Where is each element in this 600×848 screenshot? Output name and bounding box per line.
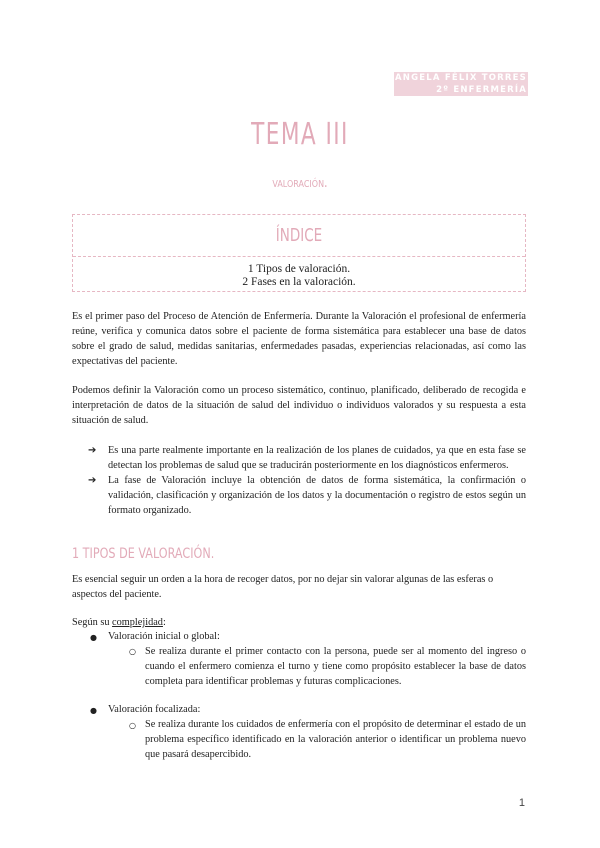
intro-paragraph: Es el primer paso del Proceso de Atención de Enfermería. Durante la Valoración el profesional de enfermería reúne, verifica y comunica datos sobre el paciente de forma sistemática para establecer una base de datos sobre el grado de salud, medidas sanitarias, enfermedades pasadas, experiencias relacionadas, así como las expectativas del paciente. — [72, 311, 526, 367]
author-course: 2º ENFERMERÍA — [394, 84, 528, 96]
index-box — [72, 214, 526, 292]
author-block — [394, 72, 528, 96]
section-intro: Es esencial seguir un orden a la hora de recoger datos, por no dejar sin valorar algunas de las esferas o aspectos del paciente. — [72, 574, 494, 600]
author-name: ANGELA FÉLIX TORRES — [395, 73, 527, 83]
page-title: TEMA III — [251, 117, 349, 152]
index-list — [73, 257, 525, 289]
bullet-icon: ● — [90, 633, 97, 642]
circle-bullet-icon: ○ — [129, 647, 136, 656]
type-name: Valoración inicial o global: — [108, 631, 220, 642]
type-name: Valoración focalizada: — [108, 704, 201, 715]
arrow-right-icon: ➔ — [88, 475, 97, 486]
circle-bullet-icon: ○ — [129, 721, 136, 730]
type-detail: Se realiza durante los cuidados de enfermería con el propósito de determinar el estado de un problema específico identificado en la valoración anterior o identificar un problema nuevo que pasará desapercibido. — [145, 719, 526, 760]
criterion-word: complejidad — [112, 617, 163, 628]
section-heading-tipos: 1 TIPOS DE VALORACIÓN. — [72, 546, 215, 562]
index-heading: ÍNDICE — [73, 215, 525, 257]
arrow-list — [88, 443, 526, 518]
page-number: 1 — [518, 797, 525, 809]
arrow-right-icon: ➔ — [88, 445, 97, 456]
index-item: 1 Tipos de valoración. — [247, 263, 351, 275]
list-item: ➔ Es una parte realmente importante en la realización de los planes de cuidados, ya que en esta fase se detectan los problemas de salud que se traducirán posteriormente en los diagnósticos enfermeros. — [88, 445, 526, 471]
criterion-line: Según su complejidad: — [72, 617, 166, 628]
page-subtitle: valoración. — [272, 175, 328, 191]
bullet-icon: ● — [90, 706, 97, 715]
type-detail: Se realiza durante el primer contacto con la persona, puede ser al momento del ingreso o cuando el enfermero comienza el turno y tiene como propósito establecer la base de datos completa para identificar problemas y futuras complicaciones. — [145, 646, 526, 687]
definition-paragraph: Podemos definir la Valoración como un proceso sistemático, continuo, planificado, deliberado de recogida e interpretación de datos de la situación de salud del individuo o individuos valorados y su respuesta a esta situación de salud. — [72, 385, 526, 426]
list-item: ➔ La fase de Valoración incluye la obtención de datos de forma sistemática, la confirmación o validación, clasificación y organización de los datos y la documentación o registro de estos según un formato organizado. — [88, 475, 526, 516]
index-item: 2 Fases en la valoración. — [242, 276, 356, 288]
